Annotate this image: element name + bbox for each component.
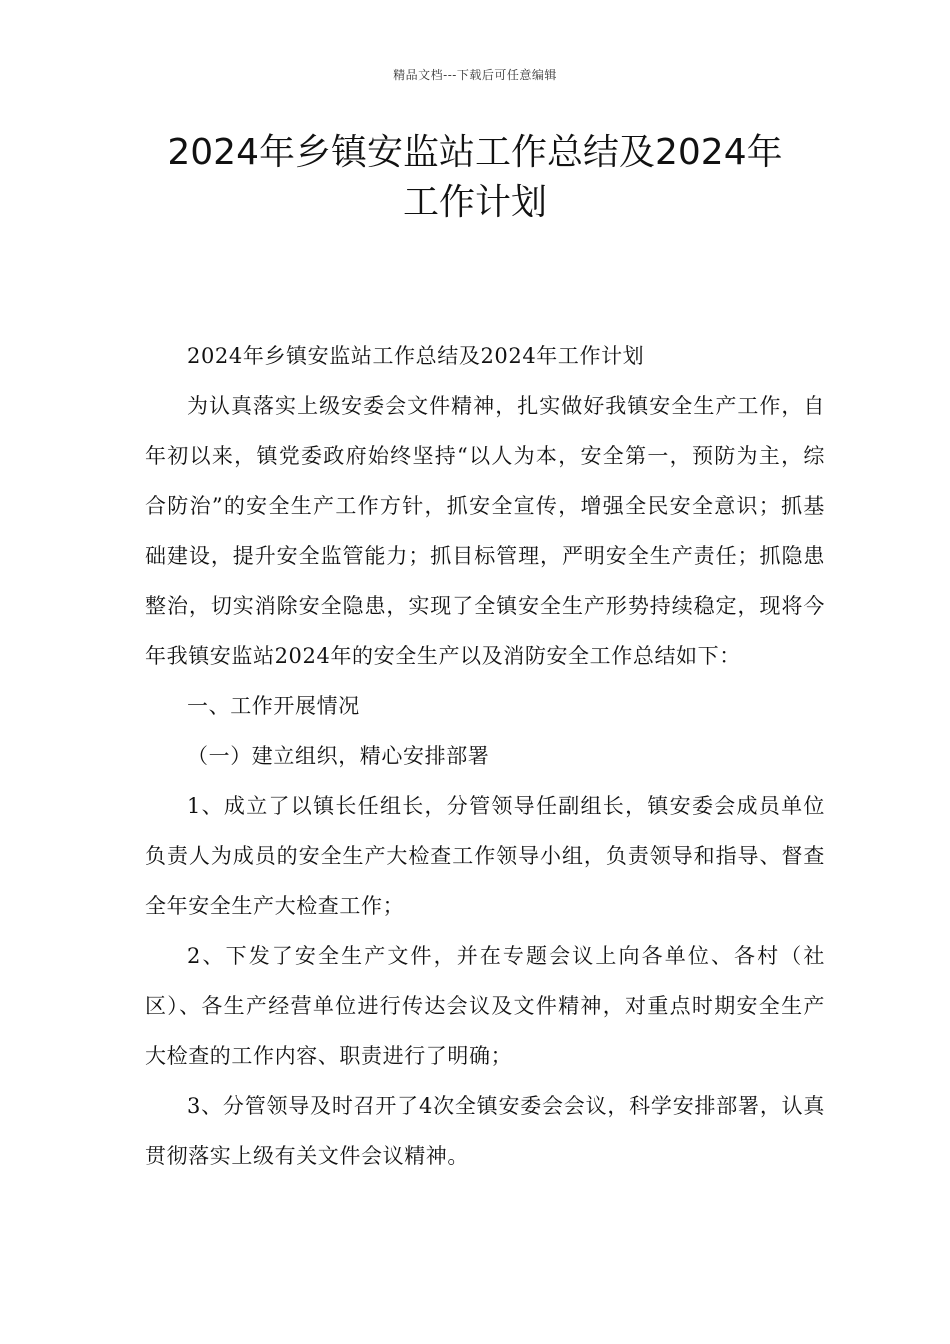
section-heading: 一、工作开展情况	[187, 694, 360, 718]
subsection-heading: （一）建立组织，精心安排部署	[187, 744, 490, 768]
title-line-2: 工作计划	[402, 182, 547, 223]
document-body	[145, 331, 825, 1181]
header-note: 精品文档---下载后可任意编辑	[393, 68, 557, 82]
title-line-1: 2024年乡镇安监站工作总结及2024年	[167, 132, 783, 173]
subtitle-paragraph: 2024年乡镇安监站工作总结及2024年工作计划	[187, 344, 645, 368]
list-item-1: 1、成立了以镇长任组长，分管领导任副组长，镇安委会成员单位负责人为成员的安全生产大检查工作领导小组，负责领导和指导、督查全年安全生产大检查工作；	[145, 794, 825, 918]
list-item-2: 2、下发了安全生产文件，并在专题会议上向各单位、各村（社区）、各生产经营单位进行传达会议及文件精神，对重点时期安全生产大检查的工作内容、职责进行了明确；	[145, 944, 825, 1068]
intro-paragraph: 为认真落实上级安委会文件精神，扎实做好我镇安全生产工作，自年初以来，镇党委政府始终坚持“以人为本，安全第一，预防为主，综合防治”的安全生产工作方针，抓安全宣传，增强全民安全意识；抓基础建设，提升安全监管能力；抓目标管理，严明安全生产责任；抓隐患整治，切实消除安全隐患，实现了全镇安全生产形势持续稳定，现将今年我镇安监站2024年的安全生产以及消防安全工作总结如下：	[145, 394, 825, 668]
list-item-3: 3、分管领导及时召开了4次全镇安委会会议，科学安排部署，认真贯彻落实上级有关文件会议精神。	[145, 1094, 825, 1168]
document-title	[120, 128, 830, 228]
